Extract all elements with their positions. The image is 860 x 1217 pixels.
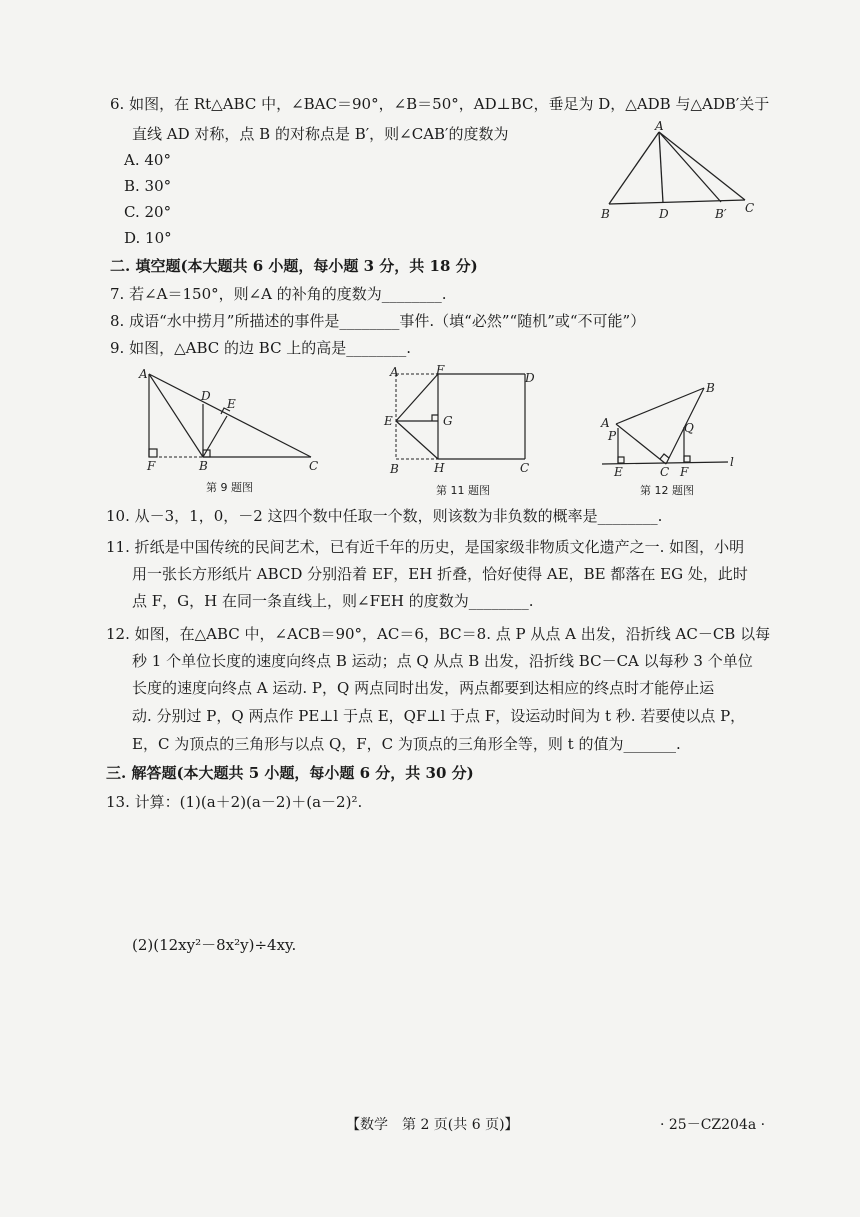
fig12-label-p: P — [608, 429, 617, 443]
section3-heading: 三. 解答题(本大题共 5 小题，每小题 6 分，共 30 分) — [106, 764, 474, 782]
q9-text: 9. 如图，△ABC 的边 BC 上的高是________. — [110, 339, 412, 357]
footer-code: · 25－CZ204a · — [660, 1117, 766, 1133]
q6-line1: 6. 如图，在 Rt△ABC 中，∠BAC＝90°，∠B＝50°，AD⊥BC，垂足为 D，△ADB 与△ADB′关于 — [110, 95, 770, 113]
fig9 — [135, 364, 335, 474]
fig9-label-d: D — [201, 389, 211, 403]
fig12-caption: 第 12 题图 — [640, 484, 694, 497]
fig11-label-a: A — [390, 365, 399, 379]
q11-line2: 用一张长方形纸片 ABCD 分别沿着 EF，EH 折叠，恰好使得 AE，BE 都落在 EG 处，此时 — [132, 565, 748, 583]
q7-text: 7. 若∠A＝150°，则∠A 的补角的度数为________. — [110, 285, 447, 303]
fig9-label-a: A — [139, 367, 148, 381]
q6-option-b: B. 30° — [124, 177, 172, 195]
fig11-label-c: C — [520, 461, 530, 475]
fig11-label-d: D — [525, 371, 535, 385]
fig12-label-a: A — [601, 416, 610, 430]
q6-figure — [595, 118, 765, 223]
fig11-label-f: F — [436, 364, 445, 377]
q6-label-bprime: B′ — [715, 207, 727, 221]
fig11 — [380, 364, 540, 479]
fig11-label-e: E — [384, 414, 393, 428]
fig9-caption: 第 9 题图 — [206, 481, 253, 494]
q12-line4: 动. 分别过 P，Q 两点作 PE⊥l 于点 E，QF⊥l 于点 F，设运动时间为 t 秒. 若要使以点 P， — [132, 707, 746, 725]
section2-heading: 二. 填空题(本大题共 6 小题，每小题 3 分，共 18 分) — [110, 257, 478, 275]
q6-label-a: A — [655, 119, 664, 133]
q13-part1: 13. 计算：(1)(a＋2)(a－2)＋(a－2)². — [106, 793, 363, 811]
fig12-label-b: B — [706, 381, 715, 395]
q10-text: 10. 从－3，1，0，－2 这四个数中任取一个数，则该数为非负数的概率是________. — [106, 507, 663, 525]
fig12 — [598, 378, 748, 478]
fig12-label-f: F — [680, 465, 689, 478]
fig12-label-l: l — [730, 455, 734, 469]
q6-line2: 直线 AD 对称，点 B 的对称点是 B′，则∠CAB′的度数为 — [132, 125, 509, 143]
fig11-caption: 第 11 题图 — [436, 484, 490, 497]
fig9-label-e: E — [227, 397, 236, 411]
fig11-label-h: H — [434, 461, 445, 475]
q6-label-c: C — [745, 201, 755, 215]
fig11-label-g: G — [443, 414, 453, 428]
fig9-label-c: C — [309, 459, 319, 473]
q13-part2: (2)(12xy²－8x²y)÷4xy. — [132, 936, 297, 954]
q11-line1: 11. 折纸是中国传统的民间艺术，已有近千年的历史，是国家级非物质文化遗产之一. 如图，小明 — [106, 538, 745, 556]
q12-line2: 秒 1 个单位长度的速度向终点 B 运动；点 Q 从点 B 出发，沿折线 BC－CA 以每秒 3 个单位 — [132, 652, 753, 670]
footer-page-number: 【数学 第 2 页(共 6 页)】 — [346, 1117, 519, 1133]
q12-line1: 12. 如图，在△ABC 中，∠ACB＝90°，AC＝6，BC＝8. 点 P 从点 A 出发，沿折线 AC－CB 以每 — [106, 625, 771, 643]
fig12-label-q: Q — [684, 421, 694, 435]
fig12-label-c: C — [660, 465, 670, 478]
q11-line3: 点 F，G，H 在同一条直线上，则∠FEH 的度数为________. — [132, 592, 534, 610]
fig11-label-b: B — [390, 462, 399, 476]
q6-option-d: D. 10° — [124, 229, 172, 247]
fig9-label-f: F — [147, 459, 156, 473]
q8-text: 8. 成语“水中捞月”所描述的事件是________事件.（填“必然”“随机”或“不可能”） — [110, 312, 646, 330]
q6-option-c: C. 20° — [124, 203, 172, 221]
q12-line5: E，C 为顶点的三角形与以点 Q，F，C 为顶点的三角形全等，则 t 的值为_______. — [132, 735, 681, 753]
q6-label-d: D — [659, 207, 669, 221]
q12-line3: 长度的速度向终点 A 运动. P，Q 两点同时出发，两点都要到达相应的终点时才能停止运 — [132, 679, 715, 697]
q6-option-a: A. 40° — [124, 151, 171, 169]
q6-label-b: B — [601, 207, 610, 221]
fig9-label-b: B — [199, 459, 208, 473]
fig12-label-e: E — [614, 465, 623, 478]
